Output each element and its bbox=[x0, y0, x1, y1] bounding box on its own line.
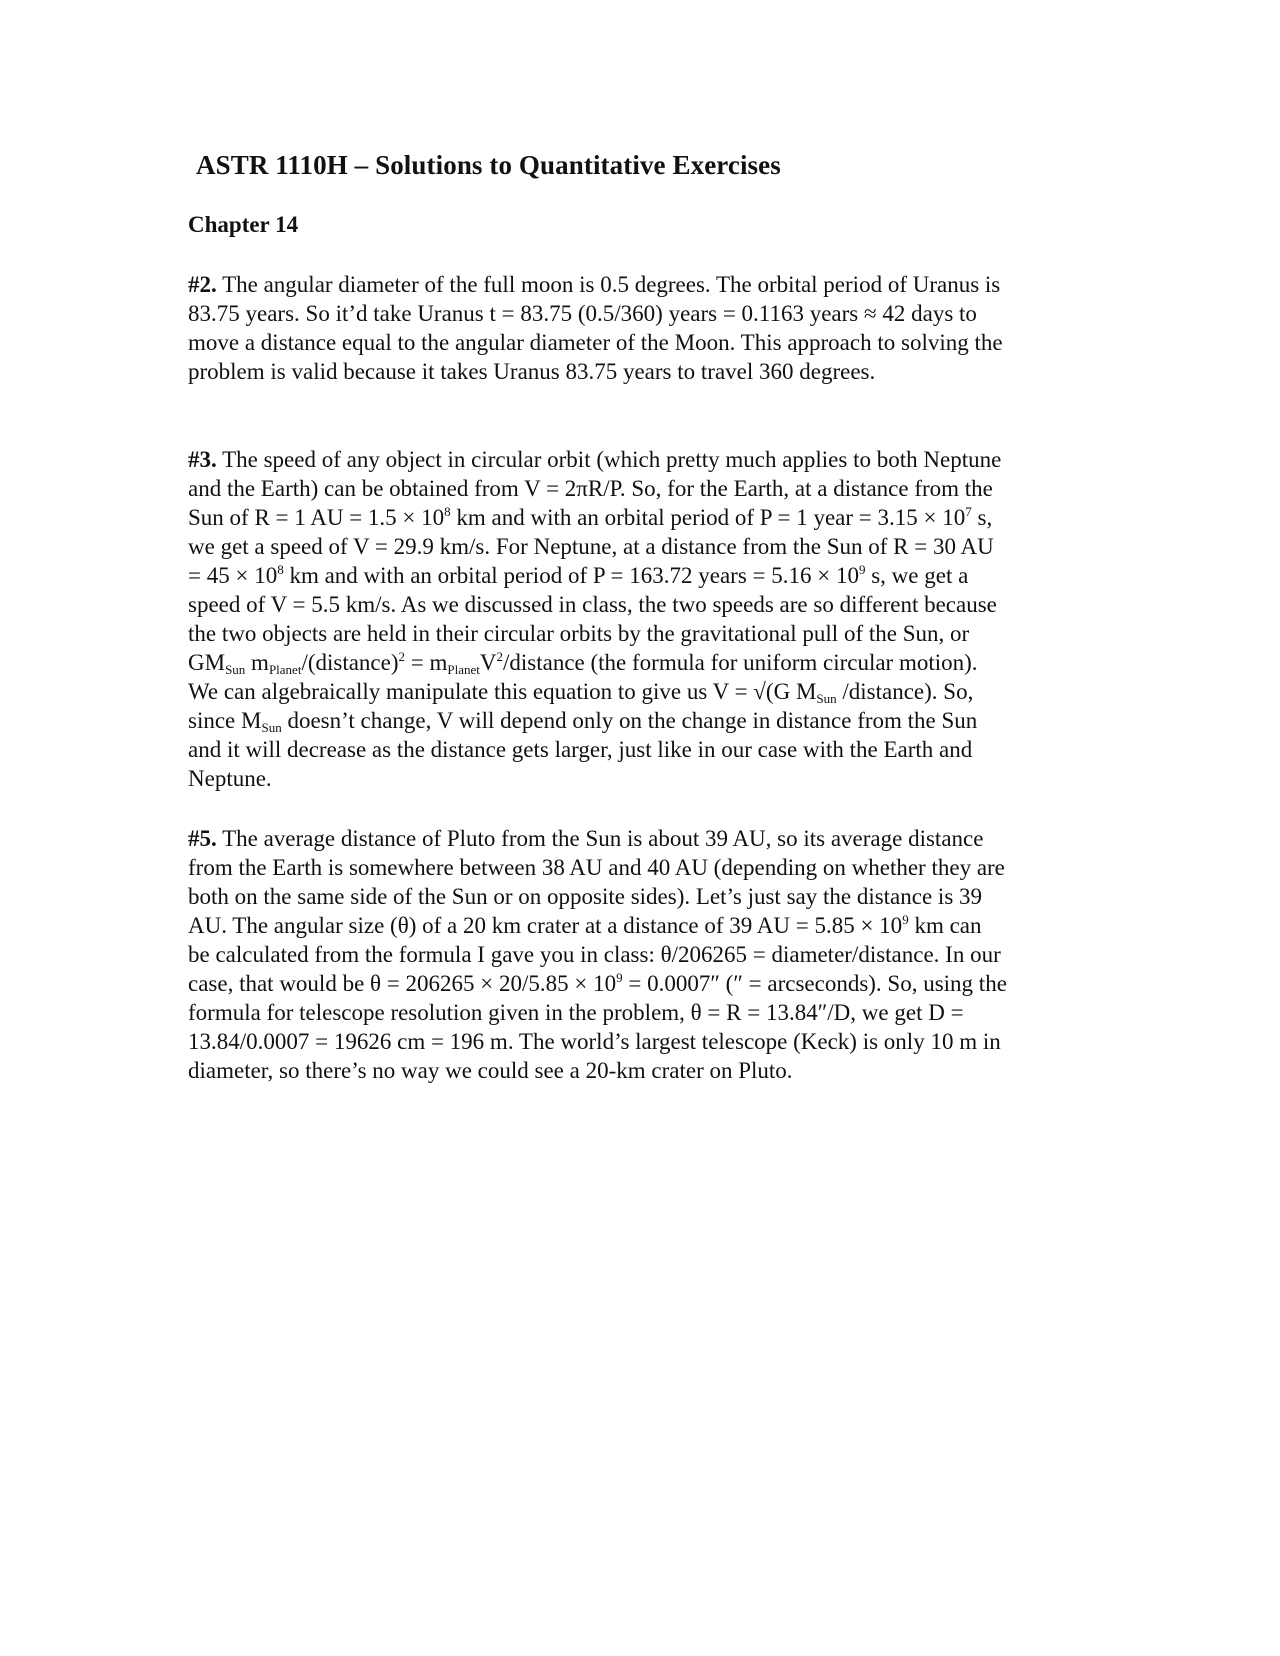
problem-5-number: #5. bbox=[188, 826, 217, 851]
problem-3-line-7: the two objects are held in their circular orbits by the gravitational pull of the Sun, or bbox=[188, 621, 970, 646]
problem-5-line-4: AU. The angular size (θ) of a 20 km crater at a distance of 39 AU = $5.85 \times 10^9$ km can bbox=[188, 912, 982, 938]
problem-5-line-2: from the Earth is somewhere between 38 AU and 40 AU (depending on whether they are bbox=[188, 855, 1005, 880]
problem-5-line-6: case, that would be $\theta = 206265 \times 20/5.85 \times 10^9 = 0.0007''$ (″ = arcseconds). So, using the bbox=[188, 970, 1007, 996]
problem-5-line-3: both on the same side of the Sun or on opposite sides). Let’s just say the distance is 39 bbox=[188, 884, 983, 909]
problem-3-line-4: we get a speed of V = 29.9 km/s. For Neptune, at a distance from the Sun of R = 30 AU bbox=[188, 534, 994, 559]
problem-3-line-3: Sun of R = 1 AU = $1.5 \times 10^8$ km and with an orbital period of P = 1 year = $3.15 \times 10^7$ s, bbox=[188, 504, 993, 530]
problem-3-line-5: = $45 \times 10^8$ km and with an orbital period of P = 163.72 years = $5.16 \times 10^9$ s, we get a bbox=[188, 562, 969, 588]
problem-3-line-10: since $M_{Sun}$ doesn’t change, V will depend only on the change in distance from the Sun bbox=[188, 708, 978, 735]
problem-2-line-3: move a distance equal to the angular diameter of the Moon. This approach to solving the bbox=[188, 330, 1003, 355]
problem-3-line-8: $GM_{Sun}$ $m_{Planet}/(distance)^2$ = $m_{Planet}V^2$/distance (the formula for uniform circular motion). bbox=[188, 649, 978, 677]
problem-5-line-9: diameter, so there’s no way we could see a 20-km crater on Pluto. bbox=[188, 1058, 793, 1083]
problem-5-line-8: 13.84/0.0007 = 19626 cm = 196 m. The world’s largest telescope (Keck) is only 10 m in bbox=[188, 1029, 1001, 1054]
document-title: ASTR 1110H – Solutions to Quantitative Exercises bbox=[196, 150, 781, 180]
problem-3-line-2: and the Earth) can be obtained from V = 2πR/P. So, for the Earth, at a distance from the bbox=[188, 476, 993, 501]
problem-2 bbox=[188, 270, 1088, 386]
problem-3-line-1: #3. The speed of any object in circular orbit (which pretty much applies to both Neptune bbox=[188, 447, 1002, 472]
problem-2-number: #2. bbox=[188, 272, 217, 297]
problem-5-line-7: formula for telescope resolution given in the problem, θ = R = 13.84″/D, we get D = bbox=[188, 1000, 964, 1025]
problem-2-line-2: 83.75 years. So it’d take Uranus t = 83.75 (0.5/360) years = 0.1163 years ≈ 42 days to bbox=[188, 301, 977, 326]
problem-5 bbox=[188, 824, 1088, 1085]
problem-3 bbox=[188, 445, 1088, 793]
problem-3-number: #3. bbox=[188, 447, 217, 472]
problem-3-line-11: and it will decrease as the distance gets larger, just like in our case with the Earth and bbox=[188, 737, 973, 762]
chapter-heading: Chapter 14 bbox=[188, 212, 299, 237]
problem-5-line-1: #5. The average distance of Pluto from the Sun is about 39 AU, so its average distance bbox=[188, 826, 984, 851]
problem-2-line-4: problem is valid because it takes Uranus 83.75 years to travel 360 degrees. bbox=[188, 359, 876, 384]
problem-3-line-12: Neptune. bbox=[188, 766, 272, 791]
problem-3-line-6: speed of V = 5.5 km/s. As we discussed in class, the two speeds are so different because bbox=[188, 592, 997, 617]
problem-5-line-5: be calculated from the formula I gave you in class: θ/206265 = diameter/distance. In our bbox=[188, 942, 1001, 967]
problem-2-line-1: #2. The angular diameter of the full moon is 0.5 degrees. The orbital period of Uranus is bbox=[188, 272, 1001, 297]
problem-3-line-9: We can algebraically manipulate this equation to give us V = √(G $M_{Sun}$ /distance). So, bbox=[188, 679, 974, 706]
